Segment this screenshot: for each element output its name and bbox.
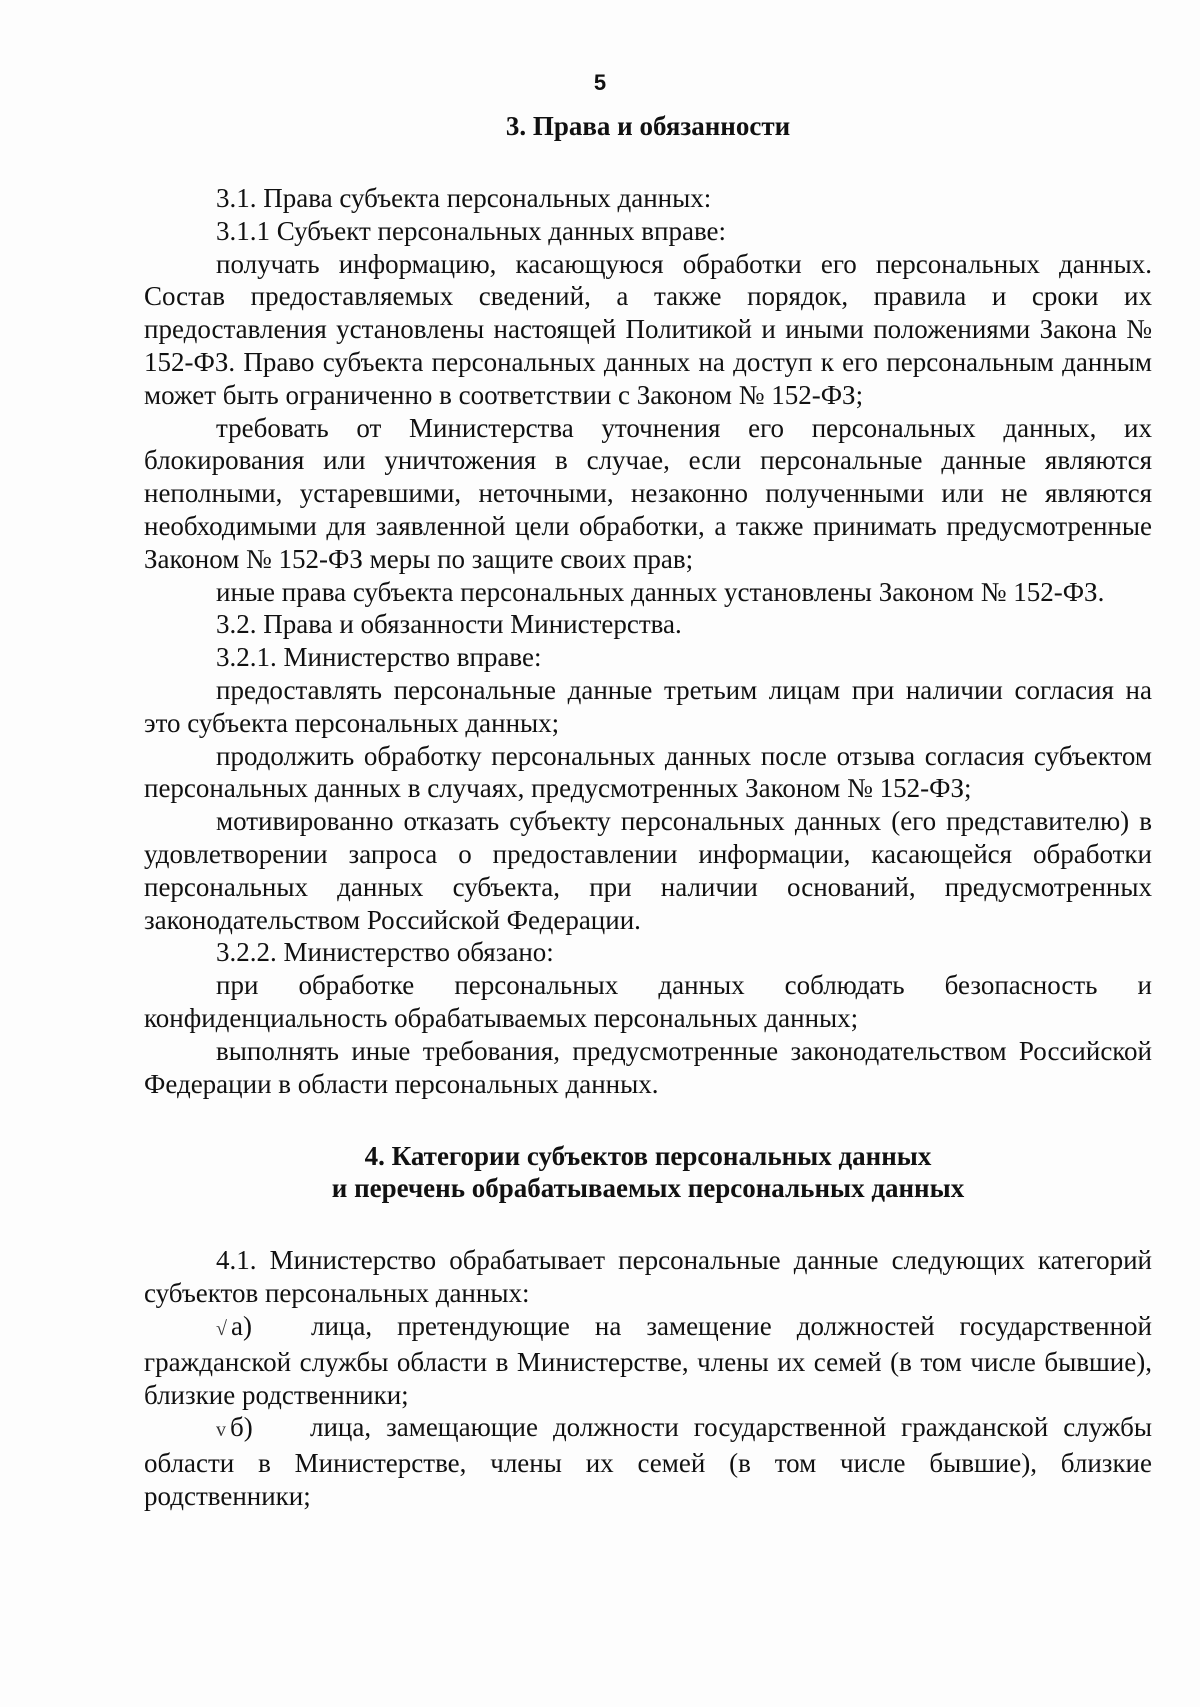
section-4-heading-line-1: 4. Категории субъектов персональных данных: [364, 1141, 932, 1172]
paragraph-3-2-1: 3.2.1. Министерство вправе:: [216, 642, 542, 673]
paragraph-3-2-2: 3.2.2. Министерство обязано:: [216, 937, 554, 968]
section-4-heading: [144, 1140, 1152, 1204]
checkmark-annotation: √: [216, 1317, 227, 1340]
paragraph-requirements: выполнять иные требования, предусмотренные законодательством Российской Федерации в области персональных данных.: [144, 1035, 1152, 1099]
section-3-heading: 3. Права и обязанности: [505, 111, 791, 141]
paragraph-provide-data: предоставлять персональные данные третьим лицам при наличии согласия на это субъекта персональных данных;: [144, 674, 1152, 738]
section-4-heading-line-2: и перечень обрабатываемых персональных данных: [331, 1173, 965, 1204]
paragraph-right-get-info: получать информацию, касающуюся обработки его персональных данных. Состав предоставляемых сведений, а также порядок, правила и сроки их предоставления установлены настоящей Политикой и иными положениями Закона № 152-ФЗ. Право субъекта персональных данных на доступ к его персональным данным может быть ограниченно в соответствии с Законом № 152-ФЗ;: [144, 248, 1152, 410]
list-item-label: б): [230, 1412, 253, 1443]
paragraph-security: при обработке персональных данных соблюдать безопасность и конфиденциальность обрабатываемых персональных данных;: [144, 970, 1152, 1033]
page-number: 5: [593, 70, 607, 95]
list-item: [144, 1310, 1152, 1411]
paragraph-3-2: 3.2. Права и обязанности Министерства.: [216, 609, 682, 640]
paragraph-refuse: мотивированно отказать субъекту персональных данных (его представителю) в удовлетворении запроса о предоставлении информации, касающейся обработки персональных данных субъекта, при наличии оснований, предусмотренных законодательством Российской Федерации.: [144, 806, 1152, 935]
list-item: [144, 1411, 1152, 1512]
paragraph-right-demand: требовать от Министерства уточнения его персональных данных, их блокирования или уничтожения в случае, если персональные данные являются неполными, устаревшими, неточными, незаконно полученными или не являются необходимыми для заявленной цели обработки, а также принимать предусмотренные Законом № 152-ФЗ меры по защите своих прав;: [144, 412, 1152, 574]
list-item-label: а): [230, 1310, 252, 1341]
list-item-text: лица, замещающие должности государственной гражданской службы области в Министерстве, члены их семей (в том числе бывшие), близкие родственники;: [144, 1412, 1152, 1511]
paragraph-4-1: 4.1. Министерство обрабатывает персональные данные следующих категорий субъектов персональных данных:: [144, 1245, 1152, 1309]
paragraph-other-rights: иные права субъекта персональных данных установлены Законом № 152-ФЗ.: [216, 576, 1105, 607]
paragraph-3-1-1: 3.1.1 Субъект персональных данных вправе:: [216, 215, 727, 246]
document-body: [144, 100, 1152, 1513]
checkmark-annotation: v: [216, 1419, 226, 1442]
paragraph-continue-processing: продолжить обработку персональных данных после отзыва согласия субъектом персональных данных в случаях, предусмотренных Законом № 152-ФЗ;: [144, 740, 1152, 804]
paragraph-3-1: 3.1. Права субъекта персональных данных:: [216, 183, 712, 213]
list-item-text: лица, претендующие на замещение должностей государственной гражданской службы области в Министерстве, члены их семей (в том числе бывшие), близкие родственники;: [144, 1310, 1152, 1410]
